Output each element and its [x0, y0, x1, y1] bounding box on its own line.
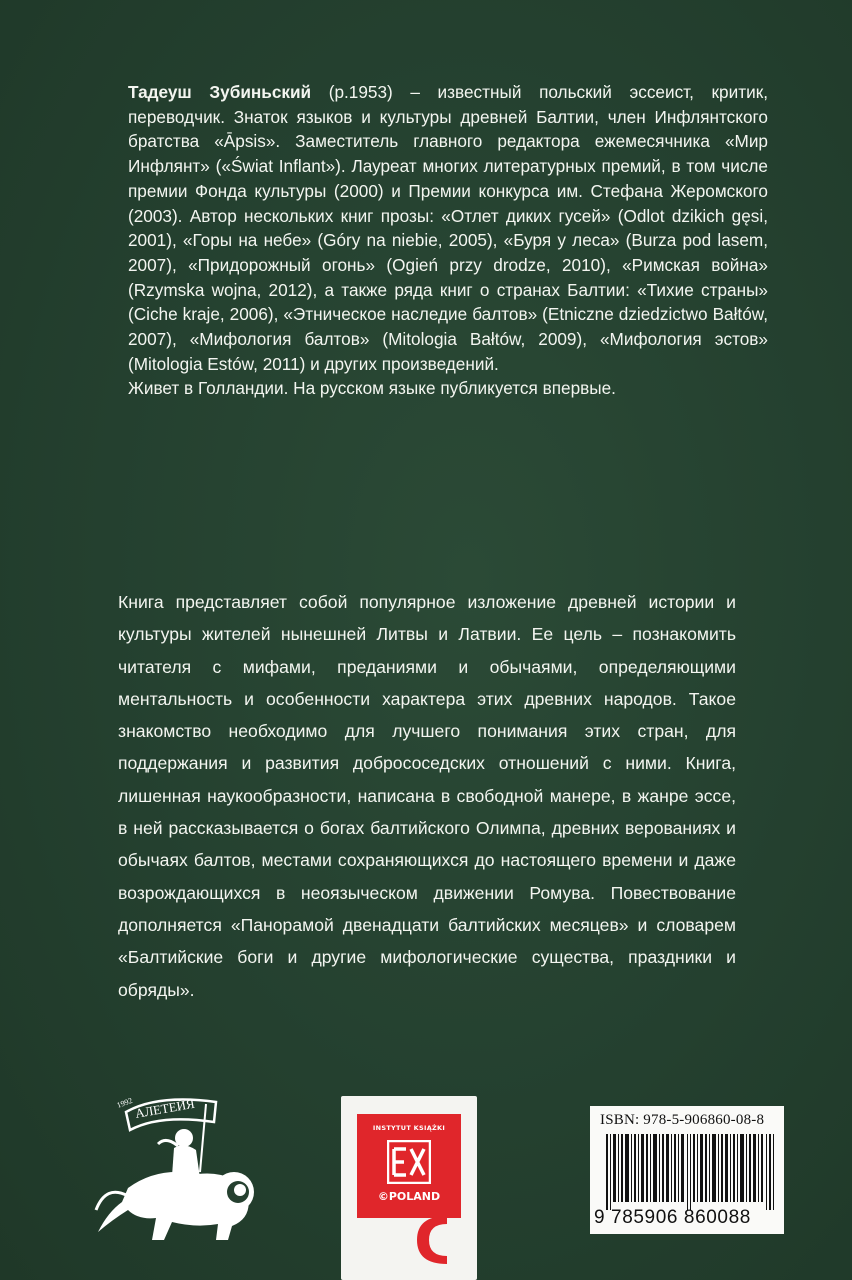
author-bio-paragraph: [128, 80, 768, 376]
institute-bottom-label: ©POLAND: [377, 1190, 441, 1203]
isbn-label: ISBN: 978-5-906860-08-8: [600, 1112, 765, 1128]
institute-top-label: INSTYTUT KSIĄŻKI: [372, 1124, 446, 1132]
publisher-year: 1992: [115, 1095, 134, 1110]
author-name: Тадеуш Зубиньский: [128, 82, 312, 102]
author-bio-text: (р.1953) – известный польский эссеист, критик, переводчик. Знаток языков и культуры древней Балтии, член Инфлянтского братства «Āpsis». Заместитель главного редактора ежемесячника «Мир Инфлянт» («Świat Inflant»). Лауреат многих литературных премий, в том числе премии Фонда культуры (2000) и Премии конкурса им. Стефана Жеромского (2003). Автор нескольких книг прозы: «Отлет диких гусей» (Odlot dzikich gęsi, 2001), «Горы на небе» (Góry na niebie, 2005), «Буря у леса» (Burza pod lasem, 2007), «Придорожный огонь» (Ogień przy drodze, 2010), «Римская война» (Rzymska wojna, 2012), а также ряда книг о странах Балтии: «Тихие страны» (Ciche kraje, 2006), «Этническое наследие балтов» (Etniczne dziedzictwo Bałtów, 2007), «Мифология балтов» (Mitologia Bałtów, 2009), «Мифология эстов» (Mitologia Estów, 2011) и других произведений.: [128, 82, 768, 374]
hook-icon: [411, 1216, 461, 1264]
annotation-text: Книга представляет собой популярное изложение древней истории и культуры жителей нынешней Литвы и Латвии. Ее цель – познакомить читателя с мифами, преданиями и обычаями, определяющими ментальность и особенности характера этих древних народов. Такое знакомство необходимо для лучшего понимания этих стран, для поддержания и развития добрососедских отношений с ними. Книга, лишенная наукообразности, написана в свободной манере, в жанре эссе, в ней рассказывается о богах балтийского Олимпа, древних верованиях и обычаях балтов, местами сохраняющихся до настоящего времени и даже возрождающихся в неоязыческом движении Ромува. Повествование дополняется «Панорамой двенадцати балтийских месяцев» и словарем «Балтийские боги и другие мифологические существа, праздники и обряды».: [118, 592, 736, 1000]
publisher-lion-icon: [88, 1092, 268, 1244]
barcode-icon: [606, 1134, 776, 1210]
institute-logo: [357, 1114, 461, 1218]
institute-badge: [341, 1096, 477, 1280]
isbn-block: [590, 1106, 784, 1234]
publisher-logo: [88, 1092, 268, 1244]
ex-icon: [387, 1140, 431, 1184]
book-annotation: [118, 586, 736, 1006]
author-bio-last-line: Живет в Голландии. На русском языке публикуется впервые.: [128, 378, 616, 399]
barcode-digits: 9 785906 860088: [594, 1207, 751, 1228]
publisher-name: АЛЕТЕЙЯ: [133, 1095, 196, 1121]
author-bio: [128, 80, 768, 401]
